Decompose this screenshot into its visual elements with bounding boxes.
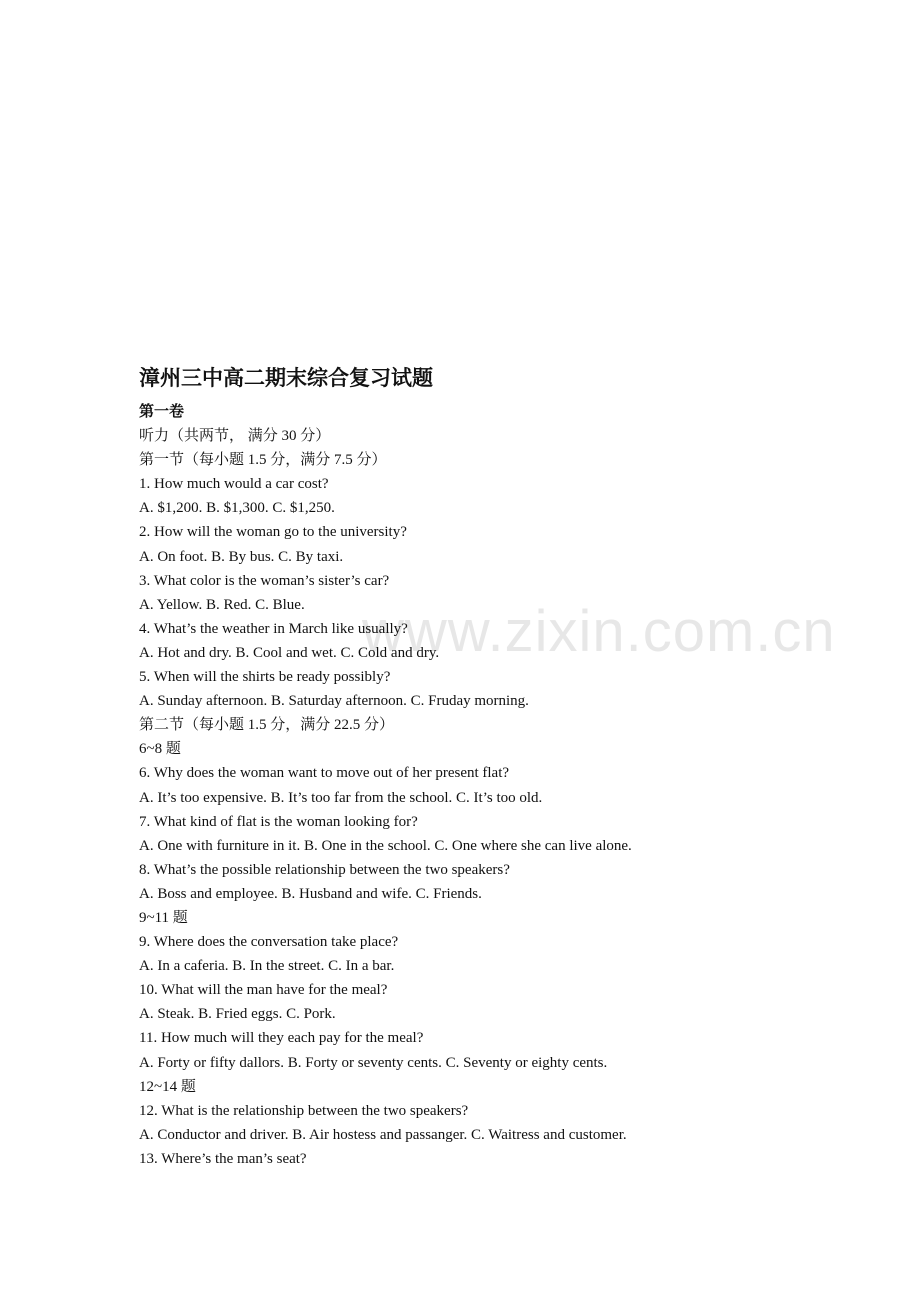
text-line: 11. How much will they each pay for the meal? <box>139 1030 424 1047</box>
text-line: 7. What kind of flat is the woman looking for? <box>139 813 418 830</box>
text-line: 4. What’s the weather in March like usually? <box>139 620 408 637</box>
text-line: A. One with furniture in it. B. One in the school. C. One where she can live alone. <box>139 837 632 854</box>
text-line: 2. How will the woman go to the university? <box>139 524 407 541</box>
document-body <box>139 400 839 1171</box>
page-title: 漳州三中高二期末综合复习试题 <box>139 366 433 390</box>
text-line: A. Conductor and driver. B. Air hostess and passanger. C. Waitress and customer. <box>139 1126 627 1143</box>
text-line: 听力（共两节， 满分 30 分） <box>139 428 331 445</box>
text-line: A. Forty or fifty dallors. B. Forty or seventy cents. C. Seventy or eighty cents. <box>139 1054 608 1071</box>
text-line: A. In a caferia. B. In the street. C. In a bar. <box>139 958 395 975</box>
section-heading: 第一卷 <box>139 404 185 420</box>
watermark: www.zixin.com.cn <box>362 599 836 664</box>
text-line: A. Boss and employee. B. Husband and wife. C. Friends. <box>139 885 482 902</box>
text-line: A. On foot. B. By bus. C. By taxi. <box>139 548 344 565</box>
text-line: A. Hot and dry. B. Cool and wet. C. Cold and dry. <box>139 644 440 661</box>
text-line: A. It’s too expensive. B. It’s too far from the school. C. It’s too old. <box>139 789 543 806</box>
text-line: 1. How much would a car cost? <box>139 476 329 493</box>
text-line: A. $1,200. B. $1,300. C. $1,250. <box>139 500 335 517</box>
text-line: 第一节（每小题 1.5 分，满分 7.5 分） <box>139 452 387 469</box>
text-line: 12. What is the relationship between the two speakers? <box>139 1102 469 1119</box>
text-line: 6. Why does the woman want to move out of her present flat? <box>139 765 510 782</box>
text-line: A. Steak. B. Fried eggs. C. Pork. <box>139 1006 336 1023</box>
text-line: 9~11 题 <box>139 909 188 926</box>
text-line: 5. When will the shirts be ready possibly? <box>139 669 391 686</box>
text-line: 8. What’s the possible relationship between the two speakers? <box>139 861 510 878</box>
text-line: 10. What will the man have for the meal? <box>139 982 388 999</box>
text-line: A. Yellow. B. Red. C. Blue. <box>139 596 305 613</box>
text-line: A. Sunday afternoon. B. Saturday afternoon. C. Fruday morning. <box>139 693 529 710</box>
text-line: 12~14 题 <box>139 1078 196 1095</box>
text-line: 9. Where does the conversation take place? <box>139 934 399 951</box>
text-line: 第二节（每小题 1.5 分，满分 22.5 分） <box>139 717 395 734</box>
text-line: 3. What color is the woman’s sister’s car? <box>139 572 390 589</box>
text-line: 13. Where’s the man’s seat? <box>139 1150 307 1167</box>
text-line: 6~8 题 <box>139 741 181 758</box>
